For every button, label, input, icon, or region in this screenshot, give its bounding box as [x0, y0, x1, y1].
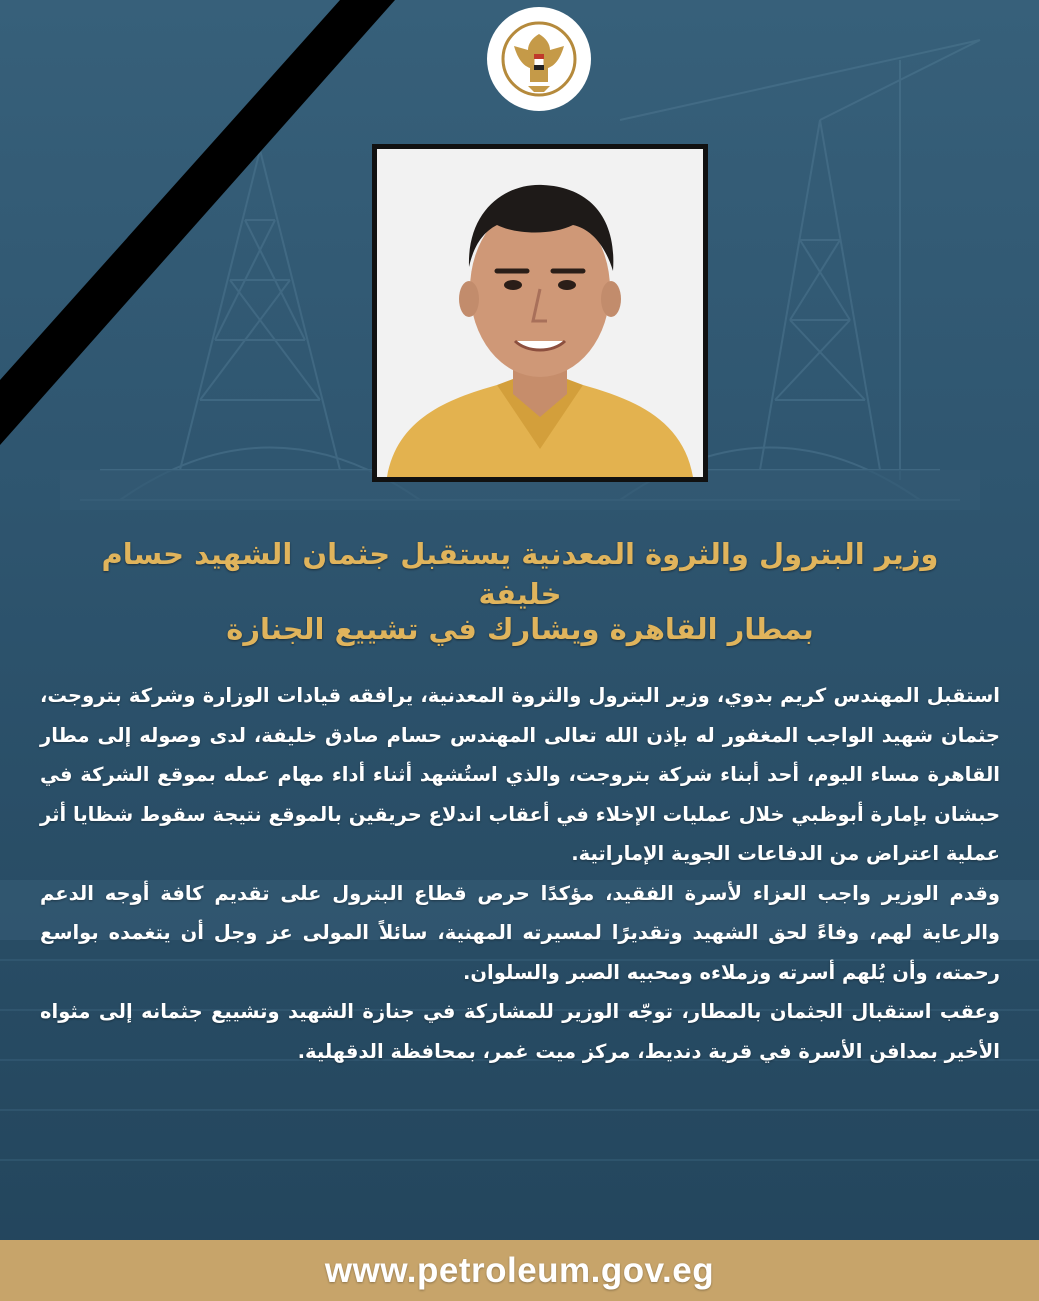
headline-line-2: بمطار القاهرة ويشارك في تشييع الجنازة — [226, 612, 814, 646]
footer-band — [0, 1240, 1039, 1301]
article-paragraph-3: وعقب استقبال الجثمان بالمطار، توجّه الوزير للمشاركة في جنازة الشهيد وتشييع جثمانه إلى مثواه الأخير بمدافن الأسرة في قرية دنديط، مركز ميت غمر، بمحافظة الدقهلية. — [40, 1000, 1000, 1063]
mourning-ribbon — [0, 0, 420, 460]
ministry-logo — [484, 4, 594, 114]
portrait-frame — [372, 144, 708, 482]
article-body — [40, 676, 1000, 1071]
article-paragraph-1: استقبل المهندس كريم بدوي، وزير البترول والثروة المعدنية، يرافقه قيادات الوزارة وشركة بتروجت، جثمان شهيد الواجب المغفور له بإذن الله تعالى المهندس حسام صادق خليفة، لدى وصوله إلى مطار القاهرة مساء اليوم، أحد أبناء شركة بتروجت، والذي استُشهد أثناء أداء مهام عمله بموقع الشركة في حبشان بإمارة أبوظبي خلال عمليات الإخلاء في أعقاب اندلاع حريقين بالموقع نتيجة سقوط شظايا أثر عملية اعتراض من الدفاعات الجوية الإماراتية. — [40, 684, 1000, 865]
portrait-photo — [377, 149, 703, 477]
headline-line-1: وزير البترول والثروة المعدنية يستقبل جثمان الشهيد حسام خليفة — [101, 537, 939, 611]
article-paragraph-2: وقدم الوزير واجب العزاء لأسرة الفقيد، مؤكدًا حرص قطاع البترول على تقديم كافة أوجه الدعم والرعاية لهم، وفاءً لحق الشهيد وتقديرًا لمسيرته المهنية، سائلاً المولى عز وجل أن يتغمده بواسع رحمته، وأن يُلهم أسرته وزملاءه ومحبيه الصبر والسلوان. — [40, 881, 1000, 984]
website-url[interactable]: www.petroleum.gov.eg — [324, 1250, 715, 1290]
